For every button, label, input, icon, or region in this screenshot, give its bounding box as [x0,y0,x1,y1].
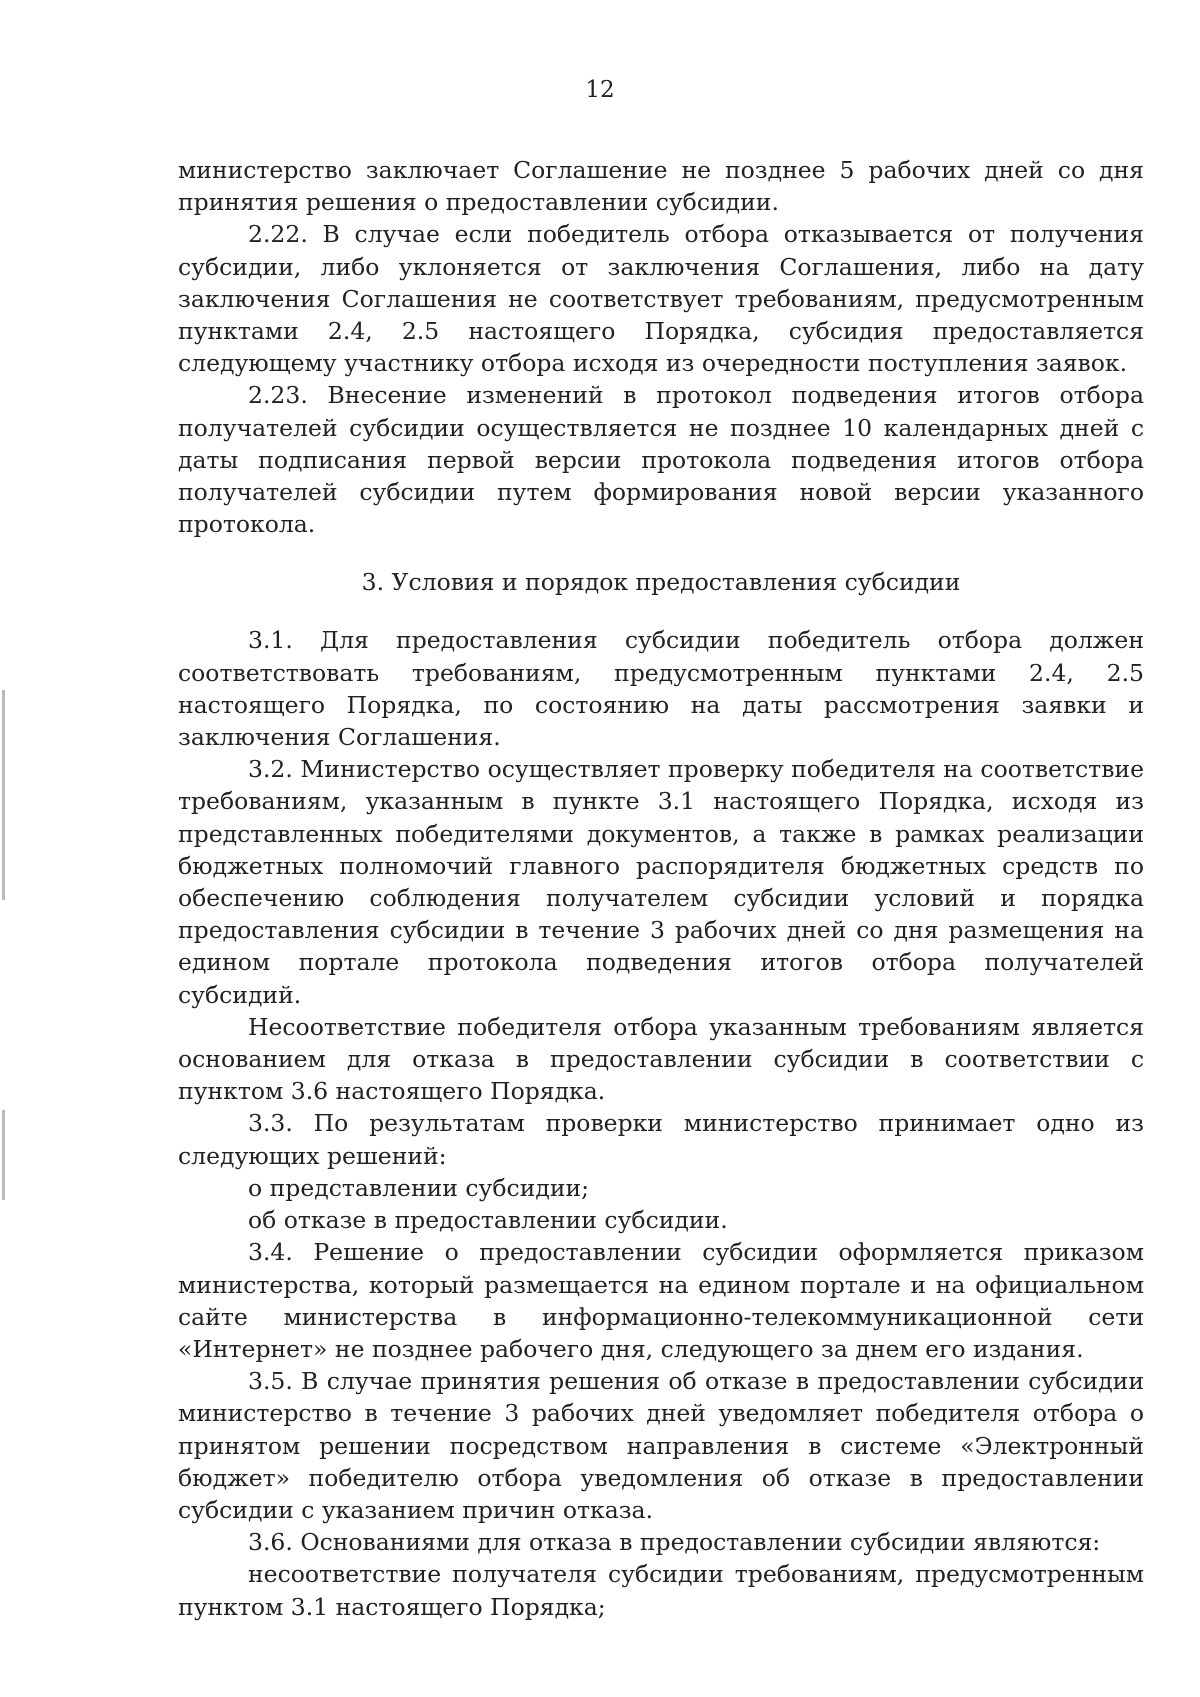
paragraph: несоответствие получателя субсидии требованиям, предусмотренным пунктом 3.1 настоящего Порядка; [178,1560,1144,1621]
list-item: об отказе в предоставлении субсидии. [248,1206,728,1235]
paragraph: 3.5. В случае принятия решения об отказе в предоставлении субсидии министерство в течение 3 рабочих дней уведомляет победителя отбора о принятом решении посредством направления в системе «Электронный бюджет» победителю отбора уведомления об отказе в предоставлении субсидии с указанием причин отказа. [178,1367,1144,1524]
page-number: 12 [585,77,615,103]
paragraph: 3.1. Для предоставления субсидии победитель отбора должен соответствовать требованиям, предусмотренным пунктами 2.4, 2.5 настоящего Порядка, по состоянию на даты рассмотрения заявки и заключения Соглашения. [178,626,1144,752]
paragraph: 3.2. Министерство осуществляет проверку победителя на соответствие требованиям, указанным в пункте 3.1 настоящего Порядка, исходя из представленных победителями документов, а также в рамках реализации бюджетных полномочий главного распорядителя бюджетных средств по обеспечению соблюдения получателем субсидии условий и порядка предоставления субсидии в течение 3 рабочих дней со дня размещения на едином портале протокола подведения итогов отбора получателей субсидий. [178,755,1144,1009]
paragraph: 3.6. Основаниями для отказа в предоставлении субсидии являются: [248,1528,1101,1557]
list-item: о представлении субсидии; [248,1173,590,1202]
paragraph: Несоответствие победителя отбора указанным требованиям является основанием для отказа в предоставлении субсидии в соответствии с пунктом 3.6 настоящего Порядка. [178,1012,1144,1106]
section-heading: 3. Условия и порядок предоставления субсидии [361,568,961,597]
paragraph: 3.3. По результатам проверки министерство принимает одно из следующих решений: [178,1109,1144,1170]
paragraph: 2.22. В случае если победитель отбора отказывается от получения субсидии, либо уклоняется от заключения Соглашения, либо на дату заключения Соглашения не соответствует требованиям, предусмотренным пунктами 2.4, 2.5 настоящего Порядка, субсидия предоставляется следующему участнику отбора исходя из очередности поступления заявок. [178,220,1144,378]
paragraph: 3.4. Решение о предоставлении субсидии оформляется приказом министерства, который размещается на едином портале и на официальном сайте министерства в информационно-телекоммуникационной сети «Интернет» не позднее рабочего дня, следующего за днем его издания. [178,1238,1144,1363]
paragraph: министерство заключает Соглашение не позднее 5 рабочих дней со дня принятия решения о предоставлении субсидии. [178,156,1144,217]
paragraph: 2.23. Внесение изменений в протокол подведения итогов отбора получателей субсидии осуществляется не позднее 10 календарных дней с даты подписания первой версии протокола подведения итогов отбора получателей субсидии путем формирования новой версии указанного протокола. [178,381,1144,539]
document-body [178,154,1144,1623]
scan-margin-mark [2,690,5,900]
scan-margin-mark [2,1110,5,1200]
